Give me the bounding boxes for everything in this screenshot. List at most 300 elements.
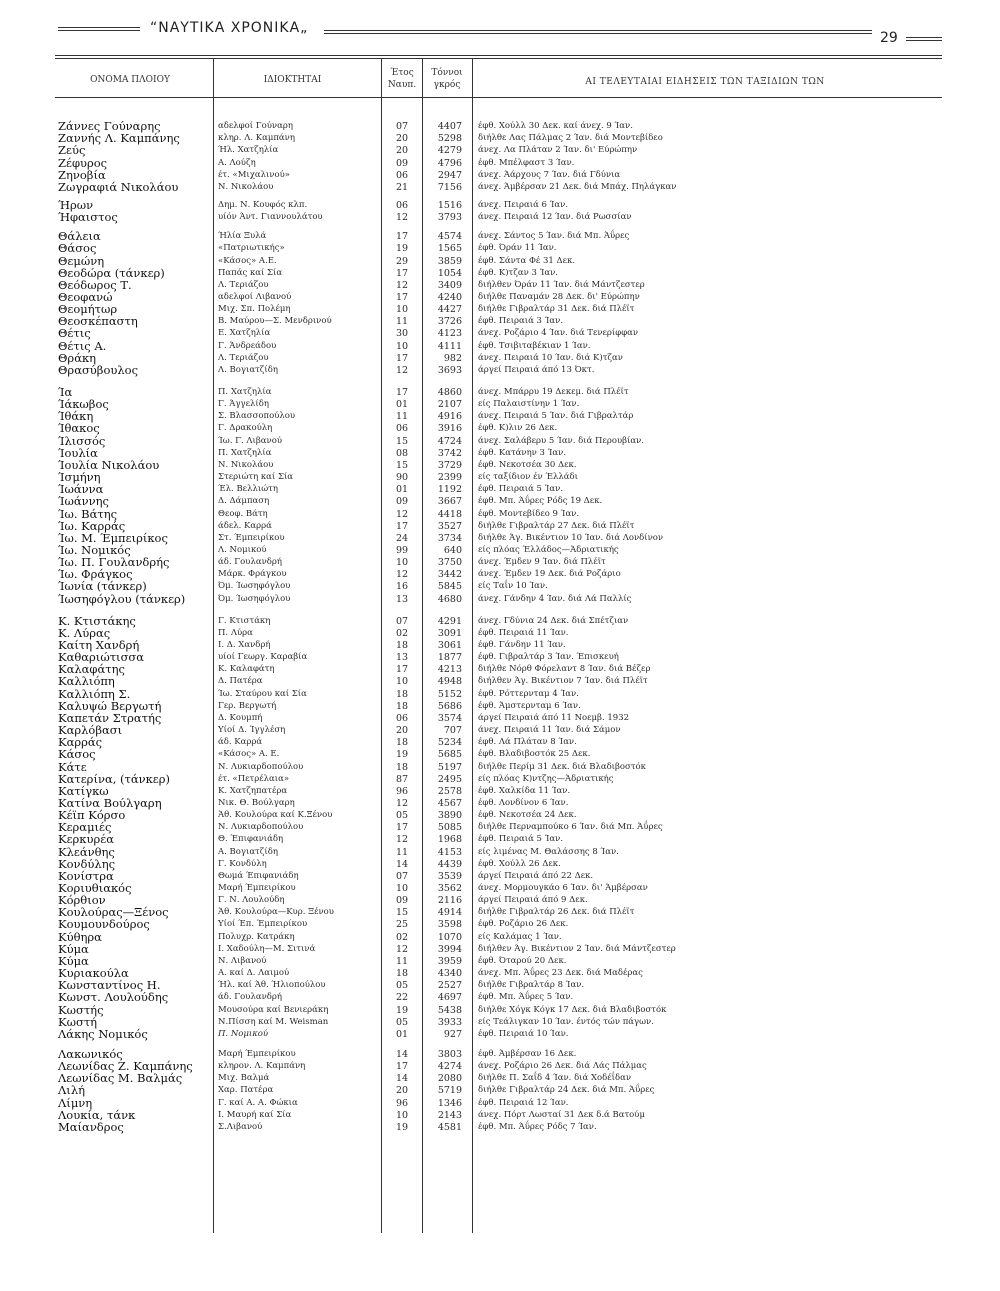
- voyage-news: έφθ. Κ)τζαν 3 Ίαν.: [478, 267, 558, 278]
- owner: Ν. Νικολάου: [218, 459, 274, 470]
- voyage-news: άνεχ. Άμβέρσαν 21 Δεκ. διά Μπάχ. Πηλάγκαν: [478, 181, 677, 192]
- owner: κληρ. Λ. Καμπάνη: [218, 133, 295, 144]
- table-top-rule: [55, 55, 942, 56]
- build-year: 96: [395, 1097, 409, 1109]
- build-year: 20: [395, 1085, 409, 1097]
- owner: έτ. «Μιχαλινού»: [218, 169, 291, 180]
- voyage-news: διήλθε Γιβραλτάρ 31 Δεκ. διά Πλέϊτ: [478, 304, 635, 315]
- gross-tons: 2399: [437, 472, 462, 483]
- owner: Α. καί Δ. Λαιμού: [218, 968, 290, 978]
- owner: Κ. Καλαφάτη: [218, 664, 275, 675]
- ship-name: Λιλή: [58, 1083, 85, 1098]
- owner: άδελ. Καρρά: [218, 520, 272, 531]
- owner: Ι. Χαδούλη—Μ. Σιτινά: [218, 943, 316, 954]
- table-row: [0, 315, 1000, 328]
- voyage-news: έφθ. Μπέλφαστ 3 Ίαν.: [478, 157, 575, 168]
- ship-name: Κύμα: [58, 941, 89, 956]
- build-year: 11: [395, 316, 409, 328]
- build-year: 17: [395, 267, 409, 279]
- owner: Έλ. Βελλιώτη: [218, 484, 278, 495]
- table-row: [0, 918, 1000, 931]
- table-row: [0, 931, 1000, 944]
- gross-tons: 1070: [437, 931, 462, 943]
- build-year: 12: [395, 834, 409, 846]
- ship-name: Κύθηρα: [58, 929, 102, 944]
- build-year: 20: [395, 725, 409, 736]
- voyage-news: έφθ. Γάνδην 11 Ίαν.: [478, 640, 566, 650]
- gross-tons: 3527: [437, 520, 462, 532]
- build-year: 18: [395, 761, 409, 773]
- voyage-news: διήλθε Π. Σαΐδ 4 Ίαν. διά Χοδέΐδαν: [478, 1073, 632, 1084]
- ship-name: Θεοφανώ: [58, 289, 113, 304]
- voyage-news: έφθ. Χούλλ 26 Δεκ.: [478, 858, 561, 869]
- gross-tons: 3667: [437, 496, 462, 508]
- voyage-news: διήλθε Χόγκ Κόγκ 17 Δεκ. διά Βλαδιβοστόκ: [478, 1004, 667, 1015]
- build-year: 18: [395, 688, 409, 700]
- owner: Ν. Λυκιαρδοπούλου: [218, 822, 304, 833]
- gross-tons: 3061: [437, 640, 462, 651]
- voyage-news: άργεί Πειραιά άπό 9 Δεκ.: [478, 895, 588, 906]
- ship-name: Κερκυρέα: [58, 832, 114, 847]
- build-year: 19: [395, 1004, 409, 1016]
- ship-name: Ίθακος: [58, 421, 100, 436]
- build-year: 30: [395, 328, 409, 340]
- voyage-news: είς Ταΐν 10 Ίαν.: [478, 581, 548, 592]
- table-row: [0, 132, 1000, 145]
- build-year: 14: [395, 1048, 409, 1060]
- build-year: 17: [395, 231, 409, 243]
- gross-tons: 5685: [437, 749, 462, 761]
- voyage-news: έφθ. Σάντα Φέ 31 Δεκ.: [478, 255, 576, 266]
- build-year: 12: [395, 212, 409, 224]
- table-row: [0, 386, 1000, 399]
- build-year: 11: [395, 955, 409, 967]
- owner: Β. Μαύρου—Σ. Μενδρινού: [218, 316, 332, 327]
- table-row: [0, 364, 1000, 377]
- voyage-news: έφθ. Πειραιά 11 Ίαν.: [478, 627, 569, 638]
- ship-name: Κατίνα Βούλγαρη: [58, 795, 162, 810]
- owner: Α. Βογιατζίδη: [218, 846, 278, 857]
- owner: Άθ. Κουλούρα καί Κ.Ξένου: [218, 810, 333, 821]
- build-year: 09: [395, 895, 409, 907]
- gross-tons: 3409: [437, 279, 462, 291]
- ship-name: Κοριυθιακός: [58, 881, 132, 895]
- owner: Μαρή Έμπειρίκου: [218, 1048, 296, 1059]
- gross-tons: 2116: [437, 895, 462, 907]
- voyage-news: άνεχ. Σάντος 5 Ίαν. διά Μπ. Άΰρες: [478, 231, 630, 242]
- table-row: [0, 352, 1000, 365]
- table-top-rule-2: [55, 58, 942, 59]
- build-year: 21: [395, 181, 409, 193]
- build-year: 11: [395, 411, 409, 423]
- table-row: [0, 724, 1000, 737]
- year-head-line1: Έτος: [390, 68, 414, 78]
- voyage-news: άνεχ. Πόρτ Λωσταί 31 Δεκ δ.ά Βατούμ: [478, 1109, 645, 1120]
- ship-name: Θεμώνη: [58, 253, 105, 268]
- gross-tons: 3750: [437, 557, 462, 569]
- table-row: [0, 955, 1000, 968]
- table-row: [0, 483, 1000, 496]
- ship-name: Ήφαιστος: [58, 210, 118, 225]
- ship-name: Κονίστρα: [58, 868, 114, 883]
- build-year: 07: [395, 870, 409, 882]
- column-head-owners: ΙΔΙΟΚΤΗΤΑΙ: [263, 75, 322, 85]
- build-year: 10: [395, 676, 409, 688]
- gross-tons: 3726: [437, 316, 462, 328]
- gross-tons: 5234: [437, 737, 462, 749]
- voyage-news: διήλθε Γιβραλτάρ 27 Δεκ. διά Πλέϊτ: [478, 520, 635, 531]
- owner: Ν. Λιβανού: [218, 955, 267, 966]
- table-row: [0, 651, 1000, 664]
- ship-name: Θεοσκέπαστη: [58, 314, 138, 329]
- build-year: 20: [395, 145, 409, 157]
- owner: Άθ. Κουλούρα—Κυρ. Ξένου: [218, 907, 334, 918]
- ship-name: Καρράς: [58, 735, 103, 750]
- gross-tons: 2107: [437, 399, 462, 411]
- ship-name: Λάκης Νομικός: [58, 1026, 148, 1041]
- voyage-news: άνεχ. Μορμουγκάο 6 Ίαν. δι' Άμβέρσαν: [478, 883, 648, 893]
- table-row: [0, 1072, 1000, 1085]
- ship-name: Κωνσταντίνος Η.: [58, 978, 161, 993]
- build-year: 18: [395, 700, 409, 712]
- owner: Δ. Δάμπαση: [218, 496, 270, 507]
- ship-name: Ζηνοβία: [58, 167, 106, 182]
- voyage-news: είς Τεάλιγκαν 10 Ίαν. έντός τών πάγων.: [478, 1016, 654, 1027]
- voyage-news: είς λιμένας Μ. Θαλάσσης 8 Ίαν.: [478, 846, 619, 857]
- owner: Γ. Άγγελίδη: [218, 399, 269, 410]
- table-row: [0, 568, 1000, 581]
- table-row: [0, 906, 1000, 919]
- voyage-news: άνεχ. Πειραιά 11 Ίαν. διά Σάμον: [478, 725, 621, 735]
- ship-name: Κωστή: [58, 1014, 98, 1029]
- gross-tons: 4111: [437, 340, 462, 352]
- voyage-news: έφθ. Πειραιά 12 Ίαν.: [478, 1097, 569, 1108]
- gross-tons: 4274: [437, 1061, 462, 1073]
- voyage-news: έφθ. Ροζάριο 26 Δεκ.: [478, 919, 569, 930]
- table-row: [0, 211, 1000, 224]
- ship-name: Κλεάνθης: [58, 844, 115, 859]
- year-head-line2: Ναυπ.: [387, 80, 417, 90]
- gross-tons: 4724: [437, 435, 462, 447]
- voyage-news: έφθ. Νεκοτσέα 30 Δεκ.: [478, 459, 577, 470]
- table-row: [0, 410, 1000, 423]
- gross-tons: 2947: [437, 169, 462, 181]
- table-row: [0, 1109, 1000, 1122]
- owner: Ίω. Σταύρου καί Σία: [218, 688, 307, 699]
- voyage-news: έφθ. Γιβραλτάρ 3 Ίαν. Έπισκευή: [478, 652, 619, 663]
- table-row: [0, 797, 1000, 810]
- build-year: 19: [395, 1121, 409, 1133]
- owner: Γ. Δρακούλη: [218, 423, 273, 434]
- gross-tons: 3994: [437, 943, 462, 955]
- voyage-news: έφθ. Κ)λιν 26 Δεκ.: [478, 423, 558, 434]
- gross-tons: 1346: [437, 1097, 462, 1109]
- build-year: 13: [395, 652, 409, 664]
- owner: Στεριώτη καί Σία: [218, 472, 294, 482]
- build-year: 29: [395, 255, 409, 267]
- gross-tons: 982: [443, 352, 462, 364]
- gross-tons: 4567: [437, 797, 462, 809]
- table-row: [0, 471, 1000, 484]
- owner: Γ. Κτιστάκη: [218, 615, 271, 626]
- ship-name: Ίωάννα: [58, 482, 104, 497]
- owner: Π. Νομικού: [218, 1028, 269, 1039]
- ship-name: Κ. Λύρας: [58, 625, 111, 640]
- build-year: 10: [395, 304, 409, 316]
- ship-name: Θέτις Α.: [58, 338, 107, 353]
- ship-name: Ίω. Π. Γουλανδρής: [58, 555, 170, 570]
- table-row: [0, 1097, 1000, 1110]
- gross-tons: 5298: [437, 133, 462, 145]
- ship-name: Ίάκωβος: [58, 397, 109, 412]
- table-row: [0, 181, 1000, 194]
- gross-tons: 5719: [437, 1085, 462, 1097]
- gross-tons: 1054: [437, 267, 462, 279]
- voyage-news: έφθ. Μπ. Άΰρες Ρόδς 19 Δεκ.: [478, 496, 603, 507]
- voyage-news: έφθ. Άμστερνταμ 6 Ίαν.: [478, 700, 581, 711]
- table-row: [0, 627, 1000, 640]
- ship-name: Θάσος: [58, 241, 97, 256]
- ship-name: Ζάννες Γούναρης: [58, 119, 161, 133]
- build-year: 06: [395, 423, 409, 435]
- ship-name: Κάσος: [58, 747, 96, 762]
- gross-tons: 3933: [437, 1016, 462, 1028]
- gross-tons: 3959: [437, 955, 462, 967]
- table-row: [0, 809, 1000, 822]
- table-row: [0, 615, 1000, 628]
- voyage-news: έφθ. Μοντεβίδεο 9 Ίαν.: [478, 508, 580, 519]
- ship-name: Κόρθιον: [58, 893, 106, 908]
- tons-head-line1: Τόννοι: [431, 68, 463, 78]
- voyage-news: άνεχ. Πειραιά 10 Ίαν. διά Κ)τζαν: [478, 352, 623, 363]
- gross-tons: 1877: [437, 652, 462, 664]
- ship-name: Καλαφάτης: [58, 662, 125, 677]
- ship-name: Θεομήτωρ: [58, 302, 118, 317]
- owner: «Κάσος» Α. Ε.: [218, 749, 280, 760]
- build-year: 99: [395, 544, 409, 556]
- table-row: [0, 144, 1000, 157]
- ship-name: Καλυψώ Βεργωτή: [58, 698, 162, 713]
- gross-tons: 4914: [437, 907, 462, 919]
- header-bottom-rule: [55, 97, 942, 98]
- gross-tons: 3693: [437, 364, 462, 376]
- voyage-news: άνεχ. Γάνδην 4 Ίαν. διά Λά Παλλίς: [478, 593, 632, 604]
- voyage-news: διήλθε Γιβραλτάρ 8 Ίαν.: [478, 980, 585, 991]
- owner: έτ. «Πετρέλαια»: [218, 773, 290, 784]
- owner: Υίοί Δ. Ίγγλέση: [218, 725, 286, 735]
- gross-tons: 2495: [437, 773, 462, 785]
- gross-tons: 4291: [437, 615, 462, 627]
- ship-name: Ήρων: [58, 197, 94, 212]
- build-year: 19: [395, 749, 409, 761]
- gross-tons: 2527: [437, 980, 462, 992]
- gross-tons: 5438: [437, 1004, 462, 1016]
- owner: κληρον. Λ. Καμπάνη: [218, 1061, 306, 1072]
- gross-tons: 4439: [437, 858, 462, 870]
- voyage-news: διήλθε Άγ. Βικέντιον 10 Ίαν. διά Λονδίνον: [478, 532, 664, 543]
- header-rule-end: [906, 37, 942, 41]
- table-row: [0, 242, 1000, 255]
- gross-tons: 4279: [437, 145, 462, 157]
- owner: Υίοί Έπ. Έμπειρίκου: [218, 919, 308, 930]
- ship-name: Κ. Κτιστάκης: [58, 613, 136, 628]
- ship-name: Ίω. Βάτης: [58, 506, 118, 521]
- gross-tons: 4418: [437, 508, 462, 520]
- gross-tons: 3442: [437, 569, 462, 581]
- ship-name: Κεραμιές: [58, 820, 112, 835]
- voyage-news: διήλθε Λας Πάλμας 2 Ίαν. διά Μοντεβίδεο: [478, 133, 663, 144]
- owner: Ήλ. Χατζηλία: [218, 145, 279, 156]
- voyage-news: έφθ. Κατάνην 3 Ίαν.: [478, 447, 567, 458]
- ship-name: Ίωνία (τάνκερ): [58, 579, 147, 594]
- owner: Δ. Πατέρα: [218, 676, 263, 687]
- gross-tons: 1516: [437, 199, 462, 211]
- voyage-news: άνεχ. Έμδεν 19 Δεκ. διά Ροζάριο: [478, 569, 621, 580]
- ship-name: Κονδύλης: [58, 856, 116, 871]
- tons-head-line2: γκρός: [433, 80, 461, 90]
- gross-tons: 5152: [437, 688, 462, 700]
- ship-name: Ίω. Φράγκος: [58, 567, 133, 582]
- voyage-news: έφθ. Όταρού 20 Δεκ.: [478, 955, 567, 966]
- voyage-news: έφθ. Άμβέρσαν 16 Δεκ.: [478, 1048, 577, 1059]
- voyage-news: άργεί Πειραιά άπό 22 Δεκ.: [478, 870, 594, 881]
- gross-tons: 4581: [437, 1121, 462, 1133]
- owner: αδελφοί Λιβανού: [218, 291, 292, 302]
- voyage-news: διήλθε Περίμ 31 Δεκ. διά Βλαδιβοστόκ: [478, 761, 646, 772]
- table-row: [0, 459, 1000, 472]
- table-row: [0, 435, 1000, 448]
- owner: υίόν Άντ. Γιαννουλάτου: [218, 212, 323, 223]
- table-row: [0, 773, 1000, 786]
- owner: Λ. Βογιατζίδη: [218, 364, 278, 375]
- voyage-news: άργεί Πειραιά άπό 13 Όκτ.: [478, 364, 595, 375]
- voyage-news: έφθ. Νεκοτσέα 24 Δεκ.: [478, 810, 577, 821]
- build-year: 02: [395, 931, 409, 943]
- gross-tons: 3890: [437, 810, 462, 822]
- owner: Γ. καί Α. Α. Φώκια: [218, 1097, 298, 1108]
- build-year: 12: [395, 364, 409, 376]
- build-year: 17: [395, 520, 409, 532]
- build-year: 12: [395, 797, 409, 809]
- voyage-news: άνεχ. Πειραιά 5 Ίαν. διά Γιβραλτάρ: [478, 411, 634, 422]
- build-year: 10: [395, 1109, 409, 1121]
- build-year: 09: [395, 496, 409, 508]
- ship-name: Ίω. Μ. Έμπειρίκος: [58, 530, 168, 545]
- voyage-news: άνεχ. Έμδεν 9 Ίαν. διά Πλέϊτ: [478, 557, 606, 568]
- ship-name: Λεωνίδας Μ. Βαλμάς: [58, 1071, 183, 1086]
- voyage-news: έφθ. Πειραιά 5 Ίαν.: [478, 484, 564, 495]
- owner: άδ. Γουλανδρή: [218, 557, 282, 568]
- ship-name: Ζέφυρος: [58, 155, 108, 170]
- build-year: 12: [395, 943, 409, 955]
- voyage-news: διήλθε Νόρθ Φόρελαντ 8 Ίαν. διά Βέζερ: [478, 664, 651, 675]
- ship-name: Ίθάκη: [58, 409, 94, 424]
- build-year: 11: [395, 846, 409, 858]
- voyage-news: άνεχ. Πειραιά 12 Ίαν. διά Ρωσσίαν: [478, 212, 632, 223]
- ship-name: Καθαριώτισσα: [58, 650, 145, 665]
- build-year: 06: [395, 169, 409, 181]
- voyage-news: έφθ. Βλαδιβοστόκ 25 Δεκ.: [478, 749, 591, 760]
- voyage-news: άνεχ. Ροζάριο 26 Δεκ. διά Λάς Πάλμας: [478, 1061, 647, 1072]
- owner: Όμ. Ίωσηφόγλου: [218, 593, 291, 604]
- gross-tons: 4213: [437, 664, 462, 676]
- table-row: [0, 748, 1000, 761]
- owner: Θωμά Έπιφανιάδη: [218, 870, 299, 881]
- gross-tons: 3729: [437, 459, 462, 471]
- gross-tons: 4697: [437, 992, 462, 1004]
- ship-name: Ία: [58, 385, 73, 399]
- build-year: 19: [395, 243, 409, 255]
- table-row: [0, 882, 1000, 895]
- owner: Χαρ. Πατέρα: [218, 1085, 274, 1096]
- voyage-news: είς πλόας Κ)ντζης—Άδριατικής: [478, 773, 614, 784]
- table-row: [0, 870, 1000, 883]
- ship-name: Κάτε: [58, 759, 87, 774]
- gross-tons: 3916: [437, 423, 462, 435]
- build-year: 12: [395, 569, 409, 581]
- owner: υίοί Γεωργ. Καραβία: [218, 652, 308, 663]
- ship-name: Ίουλία: [58, 445, 98, 460]
- ship-name: Καίτη Χανδρή: [58, 638, 140, 652]
- table-row: [0, 230, 1000, 243]
- gross-tons: 7156: [437, 181, 462, 193]
- table-row: [0, 639, 1000, 652]
- voyage-news: είς Καλάμας 1 Ίαν.: [478, 931, 562, 942]
- owner: Λ. Νομικού: [218, 544, 267, 555]
- table-row: [0, 593, 1000, 606]
- owner: Γερ. Βεργωτή: [218, 700, 277, 711]
- ship-name: Κουλούρας—Ξένος: [58, 905, 169, 920]
- build-year: 22: [395, 992, 409, 1004]
- voyage-news: διήλθε Περναμπούκο 6 Ίαν. διά Μπ. Άΰρες: [478, 822, 663, 833]
- table-row: [0, 833, 1000, 846]
- ship-name: Λακωνικός: [58, 1046, 123, 1061]
- build-year: 10: [395, 340, 409, 352]
- gross-tons: 3803: [437, 1048, 462, 1060]
- owner: Μάρκ. Φράγκου: [218, 569, 287, 580]
- build-year: 01: [395, 399, 409, 411]
- running-title: “ΝΑΥΤΙΚΑ ΧΡΟΝΙΚΑ„: [150, 20, 309, 36]
- column-head-year: [383, 67, 421, 91]
- ship-name: Θάλεια: [58, 229, 101, 244]
- gross-tons: 1968: [437, 834, 462, 846]
- table-row: [0, 556, 1000, 569]
- voyage-news: διήλθεν Άγ. Βικέντιον 2 Ίαν. διά Μάντζεστερ: [478, 943, 676, 954]
- gross-tons: 927: [443, 1028, 462, 1040]
- owner: Παπάς καί Σία: [218, 267, 283, 278]
- build-year: 08: [395, 447, 409, 459]
- table-row: [0, 821, 1000, 834]
- owner: Όμ. Ίωσηφόγλου: [218, 581, 291, 592]
- build-year: 25: [395, 919, 409, 931]
- build-year: 17: [395, 1061, 409, 1073]
- gross-tons: 4916: [437, 411, 462, 423]
- build-year: 20: [395, 133, 409, 145]
- ship-name: Κυριακούλα: [58, 966, 129, 980]
- gross-tons: 4680: [437, 593, 462, 605]
- table-row: [0, 279, 1000, 292]
- voyage-news: διήλθε Γιβραλτάρ 26 Δεκ. διά Πλέϊτ: [478, 907, 635, 918]
- build-year: 06: [395, 712, 409, 724]
- gross-tons: 4407: [437, 121, 462, 132]
- owner: Μιχ. Σπ. Πολέμη: [218, 304, 291, 315]
- build-year: 12: [395, 508, 409, 520]
- build-year: 12: [395, 279, 409, 291]
- build-year: 18: [395, 737, 409, 749]
- voyage-news: διήλθε Παναμάν 28 Δεκ. δι' Εύρώπην: [478, 291, 640, 302]
- gross-tons: 5197: [437, 761, 462, 773]
- build-year: 07: [395, 615, 409, 627]
